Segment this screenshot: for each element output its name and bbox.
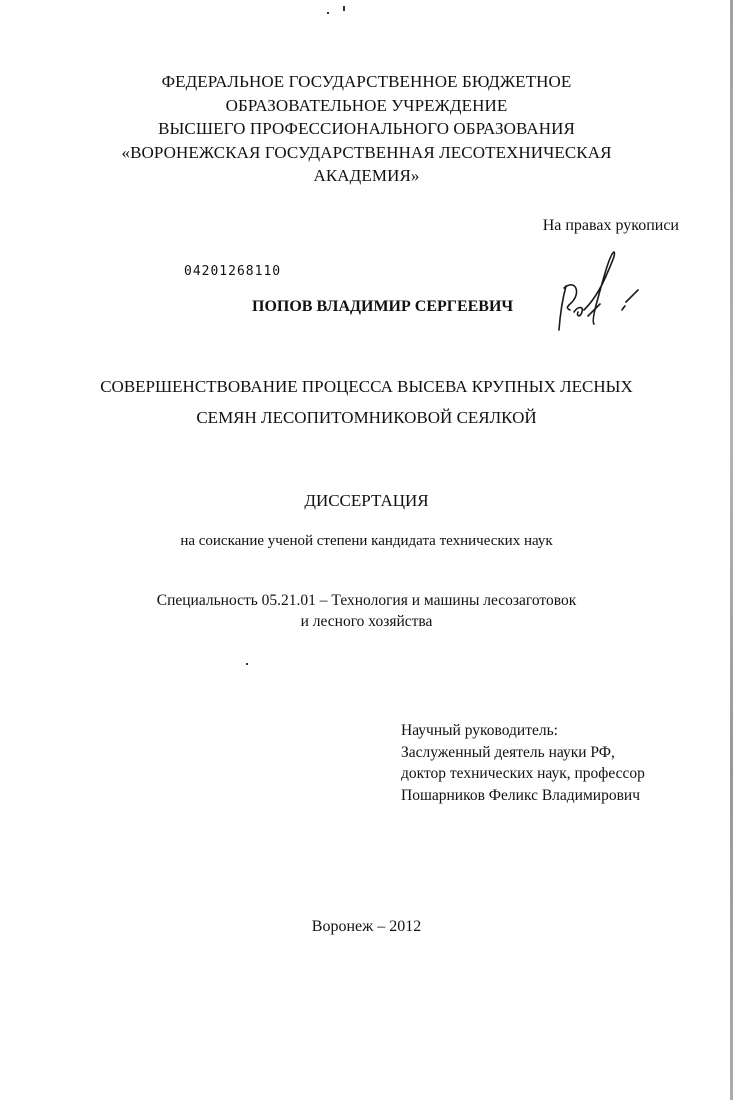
dissertation-title: [0, 371, 733, 433]
title-line: СЕМЯН ЛЕСОПИТОМНИКОВОЙ СЕЯЛКОЙ: [196, 408, 537, 427]
advisor-line: доктор технических наук, профессор: [401, 765, 645, 782]
specialty-line: Специальность 05.21.01 – Технология и машины лесозаготовок: [156, 592, 577, 609]
handwritten-signature: [548, 246, 648, 346]
document-type: ДИССЕРТАЦИЯ: [304, 491, 429, 510]
advisor-line: Пошарников Феликс Владимирович: [401, 786, 640, 804]
institution-line: ФЕДЕРАЛЬНОЕ ГОСУДАРСТВЕННОЕ БЮДЖЕТНОЕ: [161, 72, 572, 91]
advisor-line: Заслуженный деятель науки РФ,: [401, 743, 615, 761]
title-line: СОВЕРШЕНСТВОВАНИЕ ПРОЦЕССА ВЫСЕВА КРУПНЫХ ЛЕСНЫХ: [100, 377, 633, 396]
degree-line: на соискание ученой степени кандидата технических наук: [180, 533, 553, 549]
scan-speck: [327, 12, 329, 14]
institution-line: ВЫСШЕГО ПРОФЕССИОНАЛЬНОГО ОБРАЗОВАНИЯ: [158, 119, 575, 138]
place-year: Воронеж – 2012: [311, 918, 422, 935]
author-name: ПОПОВ ВЛАДИМИР СЕРГЕЕВИЧ: [252, 298, 514, 315]
registration-code: 04201268110: [184, 264, 282, 279]
institution-block: [0, 70, 733, 188]
institution-line: «ВОРОНЕЖСКАЯ ГОСУДАРСТВЕННАЯ ЛЕСОТЕХНИЧЕСКАЯ: [121, 142, 612, 162]
institution-line: АКАДЕМИЯ»: [313, 166, 420, 185]
specialty-line: и лесного хозяйства: [300, 613, 433, 630]
scan-speck: [343, 6, 345, 11]
advisor-block: [401, 720, 645, 806]
institution-line: ОБРАЗОВАТЕЛЬНОЕ УЧРЕЖДЕНИЕ: [225, 95, 508, 115]
specialty-block: [0, 590, 733, 632]
rights-note: На правах рукописи: [542, 217, 679, 234]
scan-speck: [246, 663, 248, 665]
advisor-line: Научный руководитель:: [401, 722, 558, 739]
